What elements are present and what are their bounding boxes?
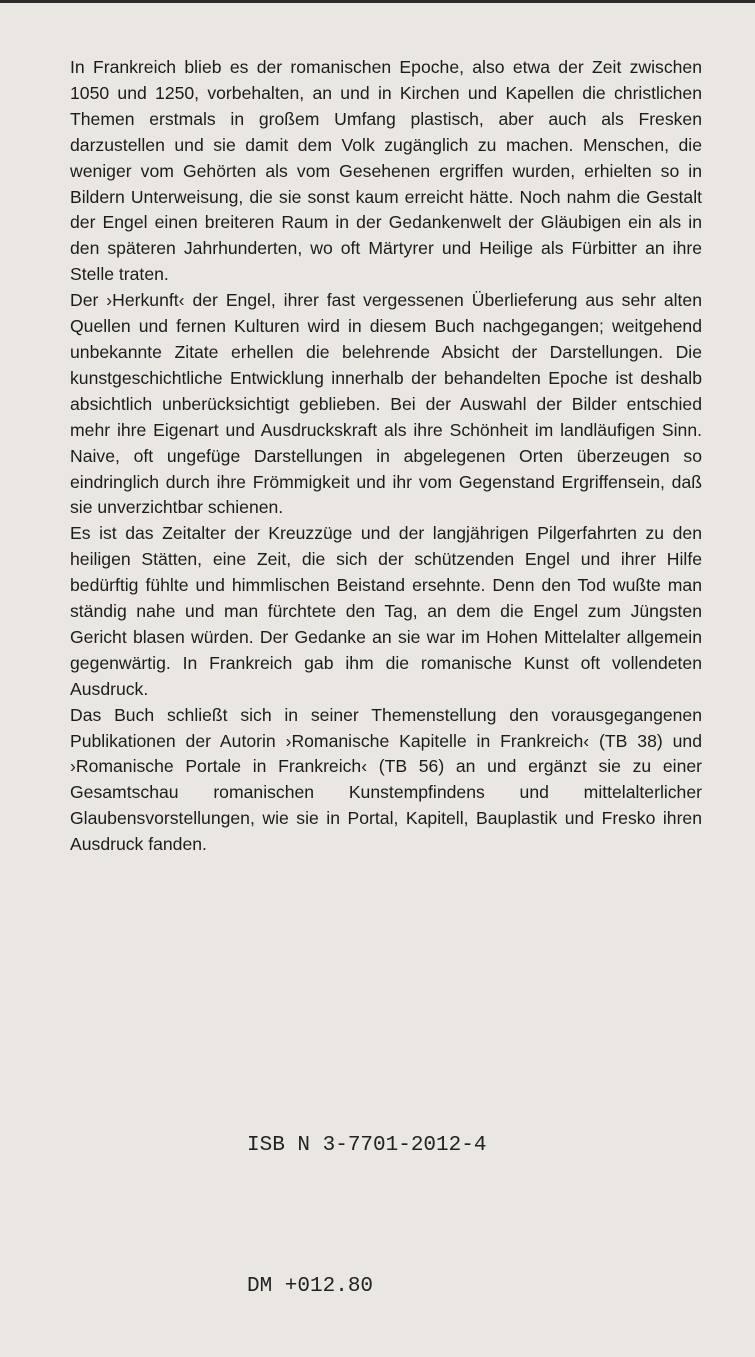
price-label: DM +012.80 (247, 1275, 374, 1298)
paragraph-2: Der ›Herkunft‹ der Engel, ihrer fast vergessenen Überlieferung aus sehr alten Quellen und fernen Kulturen wird in diesem Buch nachgegangen; weitgehend unbekannte Zitate erhellen die belehrende Absicht der Darstellungen. Die kunstgeschichtliche Entwicklung innerhalb der behandelten Epoche ist deshalb absichtlich unberücksichtigt geblieben. Bei der Auswahl der Bilder entschied mehr ihre Eigenart und Ausdruckskraft als ihre Schönheit im landläufigen Sinn. Naive, oft ungefüge Darstellungen in abgelegenen Orten überzeugen so eindringlich durch ihre Frömmigkeit und ihr vom Gegenstand Ergriffensein, daß sie unverzichtbar schienen. (70, 290, 702, 518)
top-edge (0, 0, 755, 3)
back-cover-text (70, 55, 702, 858)
book-codes (247, 1028, 486, 1357)
paragraph-3: Es ist das Zeitalter der Kreuzzüge und der langjährigen Pilgerfahrten zu den heiligen Stätten, eine Zeit, die sich der schützenden Engel und ihrer Hilfe bedürftig fühlte und himmlischen Beistand ersehnte. Denn den Tod wußte man ständig nahe und man fürchtete den Tag, an dem die Engel zum Jüngsten Gericht blasen würden. Der Gedanke an sie war im Hohen Mittelalter allgemein gegenwärtig. In Frankreich gab ihm die romanische Kunst oft vollendeten Ausdruck. (70, 523, 702, 699)
paragraph-1: In Frankreich blieb es der romanischen Epoche, also etwa der Zeit zwischen 1050 und 1250, vorbehalten, an und in Kirchen und Kapellen die christlichen Themen erstmals in großem Umfang plastisch, aber auch als Fresken darzustellen und sie damit dem Volk zugänglich zu machen. Menschen, die weniger vom Gehörten als vom Gesehenen ergriffen wurden, erhielten so in Bildern Unterweisung, die sie sonst kaum erreicht hätte. Noch nahm die Gestalt der Engel einen breiteren Raum in der Gedankenwelt der Gläubigen ein als in den späteren Jahrhunderten, wo oft Märtyrer und Heilige als Fürbitter an ihre Stelle traten. (70, 57, 702, 285)
isbn-number: ISB N 3-7701-2012-4 (247, 1134, 487, 1157)
paragraph-4: Das Buch schließt sich in seiner Themenstellung den vorausgegangenen Publikationen der Autorin ›Romanische Kapitelle in Frankreich‹ (TB 38) und ›Romanische Portale in Frankreich‹ (TB 56) an und ergänzt sie zu einer Gesamtschau romanischen Kunstempfindens und mittelalterlicher Glaubensvorstellungen, wie sie in Portal, Kapitell, Bauplastik und Fresko ihren Ausdruck fanden. (70, 704, 702, 855)
